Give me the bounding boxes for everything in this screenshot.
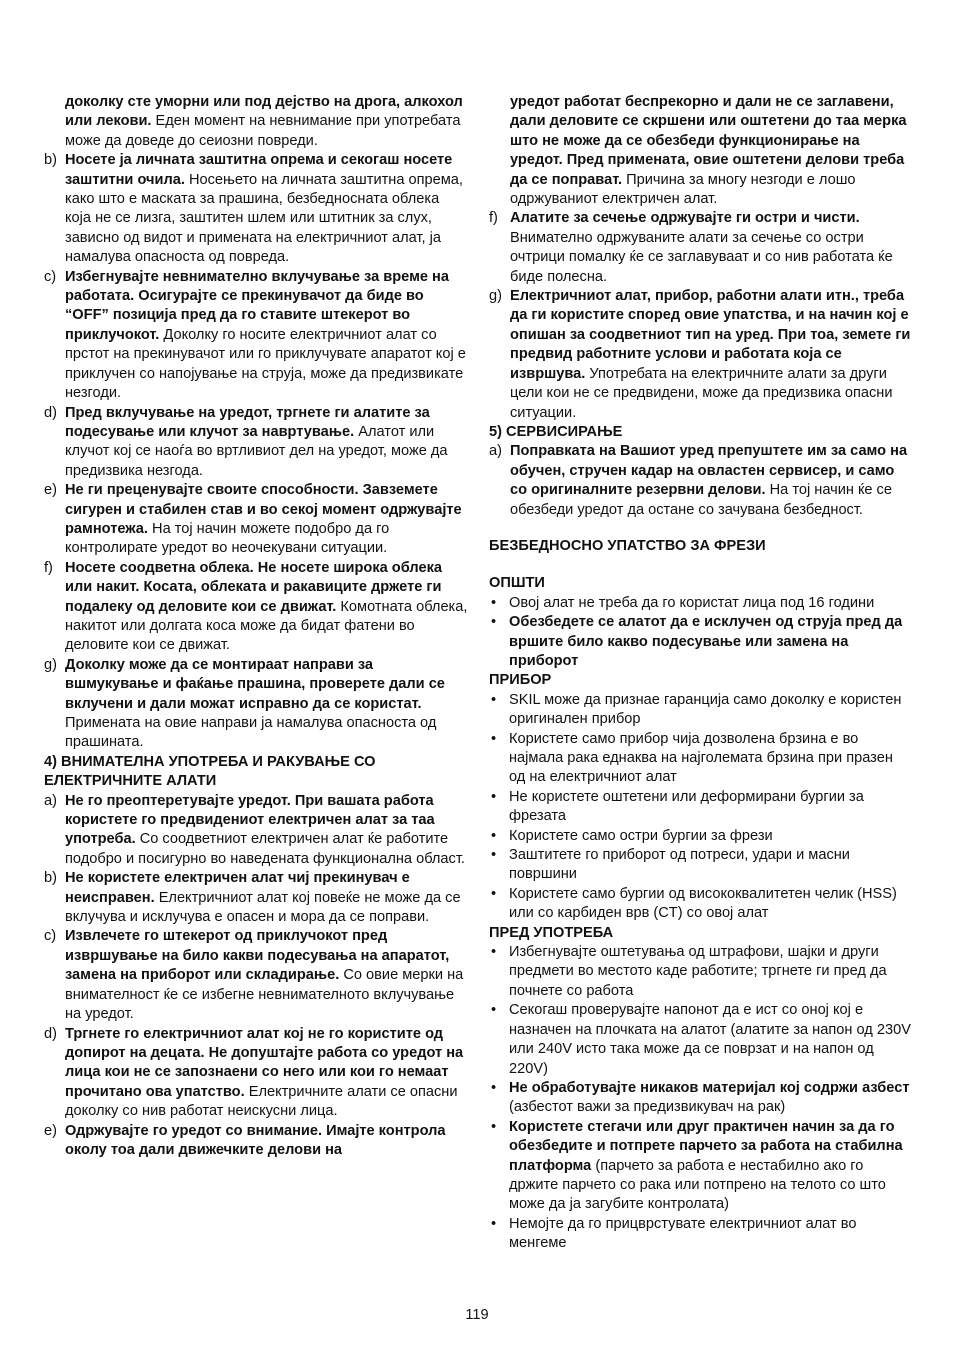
bullet-item: [489, 788, 913, 827]
item-bold: доколку сте уморни или под дејство на дрога, алкохол или лекови.: [65, 94, 463, 130]
item-label: g): [489, 288, 502, 305]
continued-item: [44, 93, 468, 151]
list-item: [44, 1025, 468, 1122]
bullet-text: Не користете оштетени или деформирани бургии за фрезата: [509, 788, 864, 825]
item-text: Електричните алати се опасни доколку со нив работат неискусни лица.: [65, 1083, 458, 1120]
item-text: Еден момент на невнимание при употребата може да доведе до сеиозни повреди.: [65, 113, 461, 149]
item-bold: Тргнете го електричниот алат кој не го користите од допирот на децата. Не допуштајте работа со уредот на лица кои не се запознаени со него или кои го немаат прочитано ова упатство.: [65, 1025, 464, 1100]
item-bold: Извлечете го штекерот од приклучокот пред извршување на било какви подесувања на апаратот, замена на приборот или складирање.: [65, 928, 450, 984]
item-bold: Носете соодветна облека. Не носете широка облека или накит. Косата, облеката и ракавиците држете ги подалеку од деловите кои се движат.: [65, 559, 442, 615]
list-item: [44, 927, 468, 1024]
list-item: [44, 869, 468, 927]
item-bold: уредот работат беспрекорно и дали не се заглавени, дали деловите се скршени или оштетени до таа мерка што не може да се обезбеди функционирање на уредот. Пред примената, овие оштетени делови треба да се поправат.: [510, 94, 907, 188]
item-bold: Носете ја личната заштитна опрема и секогаш носете заштитни очила.: [65, 152, 453, 188]
bullet-item: [489, 613, 913, 671]
item-label: e): [44, 1122, 57, 1139]
before-use-heading: ПРЕД УПОТРЕБА: [489, 924, 614, 941]
bullet-text: Секогаш проверувајте напонот да е ист со оној кој е назначен на плочката на алатот (алатите за напон од 230V или 240V исто така може да се поврзат и на напон од 220V): [509, 1002, 911, 1077]
item-label: b): [44, 152, 57, 169]
bullet-item: [489, 1215, 913, 1254]
bullet-bold: Не обработувајте никаков материјал кој содржи азбест: [509, 1079, 910, 1096]
item-label: d): [44, 1025, 57, 1042]
list-item: [44, 792, 468, 870]
item-bold: Не ги преценувајте своите способности. Завземете сигурен и стабилен став и во секој момент одржувајте рамнотежа.: [65, 482, 462, 537]
bullet-item: [489, 691, 913, 730]
bullet-text: (парчето за работа е нестабилно ако го држите парчето со рака или потпрено на телото со што може да ја загубите контролата): [509, 1157, 886, 1213]
bullet-item: [489, 846, 913, 885]
left-items-list-1: [44, 151, 468, 753]
list-item: [44, 404, 468, 482]
item-bold: Доколку може да се монтираат направи за вшмукување и фаќање прашина, проверете дали се вклучени и дали можат исправно да се користат.: [65, 656, 445, 712]
item-text: Причина за многу незгоди е лошо одржуваниот електричен алат.: [510, 171, 856, 208]
page-number: 119: [465, 1307, 489, 1323]
list-item: [44, 1122, 468, 1161]
list-item: [44, 151, 468, 267]
general-bullet-list: [489, 594, 913, 672]
bullet-icon: •: [491, 944, 497, 961]
bullet-bold: Користете стегачи или друг практичен начин за да го обезбедите и потпрете парчето за работа на стабилна платформа: [509, 1118, 903, 1174]
general-heading: ОПШТИ: [489, 575, 545, 592]
item-text: Внимателно одржуваните алати за сечење со остри очтрици помалку ќе се заглавуваат и со нив работата ќе биде полесна.: [510, 229, 893, 285]
item-bold: Не го преоптеретувајте уредот. При вашата работа користете го предвидениот електричен алат за таа употреба.: [65, 792, 435, 848]
bullet-icon: •: [491, 1118, 497, 1135]
item-bold: Не користете електричен алат чиј прекинувач е неисправен.: [65, 870, 410, 906]
section4-heading: 4) ВНИМАТЕЛНА УПОТРЕБА И РАКУВАЊЕ СО ЕЛЕКТРИЧНИТЕ АЛАТИ: [44, 753, 376, 790]
accessories-heading: ПРИБОР: [489, 672, 552, 689]
accessories-bullet-list: [489, 691, 913, 924]
bullet-icon: •: [491, 1002, 497, 1019]
item-text: Употребата на електричните алати за други цели кои не се предвидени, може да предизвика опасни ситуации.: [510, 365, 893, 421]
safety-title: БЕЗБЕДНОСНО УПАТСТВО ЗА ФРЕЗИ: [489, 537, 766, 554]
item-label: c): [44, 928, 57, 945]
left-items-list-2: [44, 792, 468, 1161]
item-label: d): [44, 404, 57, 421]
bullet-item: [489, 827, 913, 846]
list-item: [489, 287, 913, 423]
left-column: [44, 93, 468, 1160]
bullet-icon: •: [491, 691, 497, 708]
bullet-text: Немојте да го прицврстувате електричниот алат во менгеме: [509, 1215, 857, 1252]
item-text: Примената на овие направи ја намалува опасноста од прашината.: [65, 715, 437, 751]
right-column: [489, 93, 913, 1254]
bullet-item: [489, 885, 913, 924]
list-item: [44, 559, 468, 656]
list-item: [44, 268, 468, 404]
bullet-text: Избегнувајте оштетувања од штрафови, шајки и други предмети во местото каде работите; тргнете ги пред да почнете со работа: [509, 944, 887, 999]
right-items-list-2: [489, 442, 913, 520]
bullet-text: Овој алат не треба да го користат лица под 16 години: [509, 594, 875, 611]
bullet-item: [489, 1118, 913, 1215]
item-label: b): [44, 870, 57, 887]
item-text: Доколку го носите електричниот алат со прстот на прекинувачот или го приклучувате апаратот кој е приклучен со напојување на струја, може да предизвикате незгоди.: [65, 326, 466, 402]
bullet-icon: •: [491, 594, 497, 611]
list-item: [44, 656, 468, 753]
item-label: e): [44, 482, 57, 499]
bullet-icon: •: [491, 788, 497, 805]
bullet-icon: •: [491, 885, 497, 902]
bullet-text: Заштитете го приборот од потреси, удари и масни површини: [509, 847, 850, 883]
item-text: Алатот или клучот кој се наоѓа во вртливиот дел на уредот, може да предизвика незгода.: [65, 423, 448, 479]
list-item: [489, 209, 913, 287]
bullet-item: [489, 1079, 913, 1118]
bullet-text: Користете само бургии од висококвалитетен челик (HSS) или со карбиден врв (CT) со овој алат: [509, 885, 897, 922]
bullet-icon: •: [491, 1079, 497, 1096]
bullet-icon: •: [491, 1215, 497, 1232]
item-text: Носењето на личната заштитна опрема, како што е маската за прашина, безбедносната облека која не се лизга, заштитен шлем или штитник за слух, зависно од видот и примената на електричниот алат, ја намалува опасноста од повреда.: [65, 171, 463, 266]
bullet-text: Користете само остри бургии за фрези: [509, 827, 773, 844]
bullet-text: Користете само прибор чија дозволена брзина е во најмала рака еднаква на најголемата брзина при празен од на електричниот алат: [509, 730, 893, 786]
continued-item: [489, 93, 913, 209]
before-use-bullet-list: [489, 943, 913, 1254]
item-bold: Електричниот алат, прибор, работни алати итн., треба да ги користите според овие упатства, и на начин кој е опишан за соодветниот тип на уред. При тоа, земете ги предвид работните услови и работата која се извршува.: [510, 288, 911, 382]
item-text: На тој начин ќе се обезбеди уредот да остане со зачувана безбедност.: [510, 482, 892, 518]
bullet-item: [489, 730, 913, 788]
bullet-bold: Обезбедете се алатот да е исклучен од струја пред да вршите било какво подесување или замена на приборот: [509, 614, 903, 669]
bullet-item: [489, 594, 913, 613]
item-bold: Алатите за сечење одржувајте ги остри и чисти.: [510, 210, 860, 227]
bullet-icon: •: [491, 614, 497, 631]
bullet-text: SKIL може да признае гаранција само доколку е користен оригинален прибор: [509, 691, 902, 728]
item-text: Електричниот алат кој повеќе не може да се вклучува и исклучува е опасен и мора да се поправи.: [65, 889, 461, 926]
item-bold: Пред вклучување на уредот, тргнете ги алатите за подесување или клучот за навртување.: [65, 404, 430, 440]
item-label: f): [44, 559, 53, 576]
list-item: [489, 442, 913, 520]
item-bold: Избегнувајте невнимателно вклучување за време на работата. Осигурајте се прекинувачот да биде во “OFF” позиција пред да го ставите штекерот во приклучокот.: [65, 268, 449, 343]
list-item: [44, 481, 468, 559]
bullet-text: (азбестот важи за предизвикувач на рак): [509, 1099, 786, 1116]
bullet-item: [489, 1001, 913, 1079]
item-label: g): [44, 656, 57, 673]
item-bold: Одржувајте го уредот со внимание. Имајте контрола околу тоа дали движечките делови на: [65, 1122, 446, 1158]
item-text: Со соодветниот електричен алат ќе работите подобро и посигурно во наведената функционална област.: [65, 831, 465, 867]
bullet-icon: •: [491, 827, 497, 844]
bullet-icon: •: [491, 730, 497, 747]
item-bold: Поправката на Вашиот уред препуштете им за само на обучен, стручен кадар на овластен сервисер, и само со оригиналните резервни делови.: [510, 443, 908, 499]
item-label: c): [44, 268, 57, 285]
item-text: На тој начин можете подобро да го контролирате уредот во неочекувани ситуации.: [65, 520, 390, 557]
item-text: Комотната облека, накитот или долгата коса може да бидат фатени во деловите кои се движат.: [65, 598, 468, 654]
item-label: f): [489, 210, 498, 227]
bullet-item: [489, 943, 913, 1001]
section5-heading: 5) СЕРВИСИРАЊЕ: [489, 423, 623, 440]
right-items-list-1: [489, 209, 913, 422]
bullet-icon: •: [491, 847, 497, 864]
item-label: a): [44, 792, 57, 809]
item-label: a): [489, 443, 502, 460]
item-text: Со овие мерки на внимателност ќе се избегне невнимателното вклучување на уредот.: [65, 967, 464, 1023]
